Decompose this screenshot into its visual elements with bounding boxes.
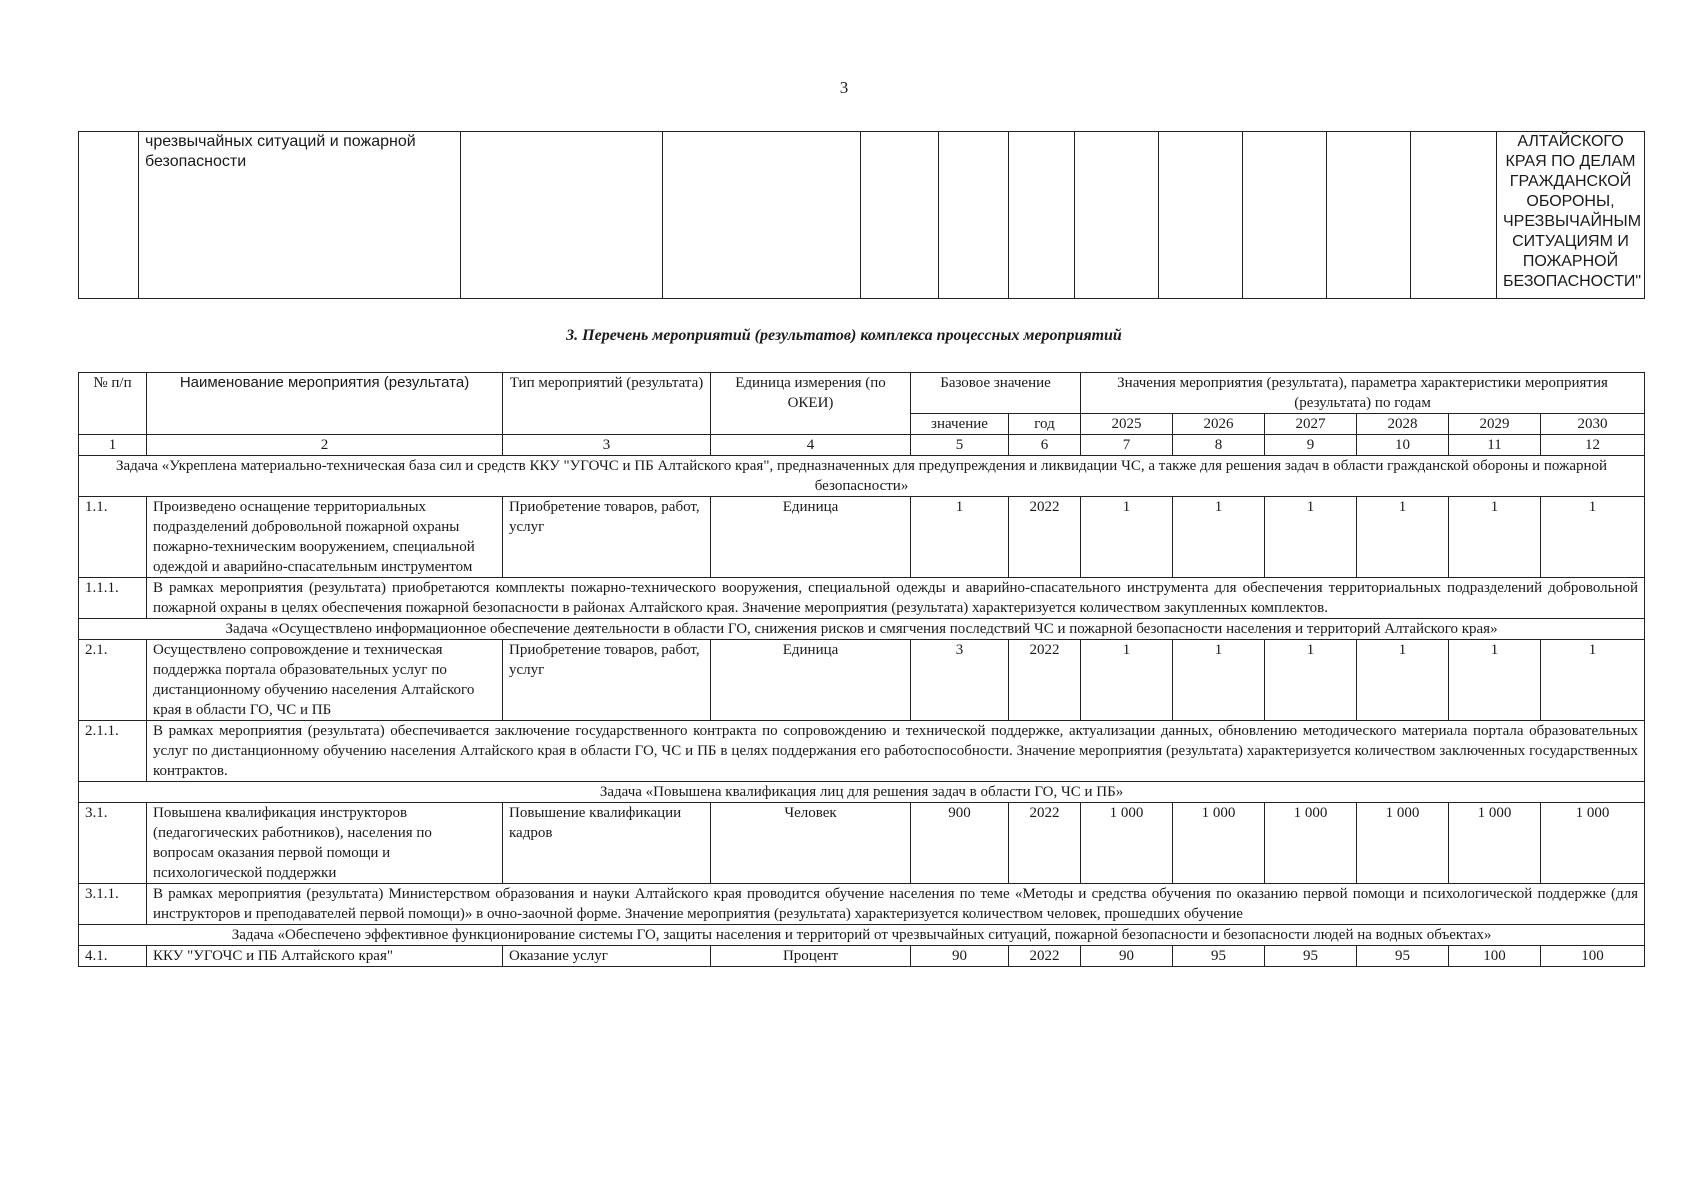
year-value: 1 xyxy=(1265,497,1357,578)
measures-table xyxy=(78,372,1645,967)
year-value: 1 xyxy=(1541,497,1645,578)
measure-type: Повышение квалификации кадров xyxy=(503,803,711,884)
year-value: 1 000 xyxy=(1541,803,1645,884)
year-value: 1 xyxy=(1357,640,1449,721)
desc-num: 2.1.1. xyxy=(79,721,147,782)
col-number: 3 xyxy=(503,435,711,456)
base-value: 1 xyxy=(911,497,1009,578)
year-value: 1 xyxy=(1357,497,1449,578)
header-year: 2029 xyxy=(1449,414,1541,435)
col-number: 4 xyxy=(711,435,911,456)
measure-name: Повышена квалификация инструкторов (педагогических работников), населения по вопросам оказания первой помощи и психологической поддержки xyxy=(147,803,503,884)
base-value: 90 xyxy=(911,946,1009,967)
measure-name: ККУ "УГОЧС и ПБ Алтайского края" xyxy=(147,946,503,967)
header-name: Наименование мероприятия (результата) xyxy=(147,373,503,435)
section-title: 3. Перечень мероприятий (результатов) комплекса процессных мероприятий xyxy=(566,327,1122,344)
col-number: 11 xyxy=(1449,435,1541,456)
header-base: Базовое значение xyxy=(911,373,1081,414)
header-base-year: год xyxy=(1009,414,1081,435)
col-number: 7 xyxy=(1081,435,1173,456)
header-type: Тип мероприятий (результата) xyxy=(503,373,711,435)
year-value: 100 xyxy=(1541,946,1645,967)
col-number: 6 xyxy=(1009,435,1081,456)
header-year: 2026 xyxy=(1173,414,1265,435)
task-title: Задача «Осуществлено информационное обеспечение деятельности в области ГО, снижения рисков и смягчения последствий ЧС и пожарной безопасности населения и территорий Алтайского края» xyxy=(79,619,1645,640)
header-num: № п/п xyxy=(79,373,147,435)
measure-name: Произведено оснащение территориальных подразделений добровольной пожарной охраны пожарно-техническим вооружением, специальной одеждой и аварийно-спасательным инструментом xyxy=(147,497,503,578)
base-value: 900 xyxy=(911,803,1009,884)
header-year: 2025 xyxy=(1081,414,1173,435)
header-values-by-year: Значения мероприятия (результата), параметра характеристики мероприятия (результата) по годам xyxy=(1081,373,1645,414)
col-number: 1 xyxy=(79,435,147,456)
col-number: 9 xyxy=(1265,435,1357,456)
continuation-left-text: чрезвычайных ситуаций и пожарной безопасности xyxy=(139,132,461,299)
base-year: 2022 xyxy=(1009,803,1081,884)
row-num: 4.1. xyxy=(79,946,147,967)
year-value: 1 000 xyxy=(1265,803,1357,884)
measure-unit: Человек xyxy=(711,803,911,884)
header-year: 2030 xyxy=(1541,414,1645,435)
year-value: 90 xyxy=(1081,946,1173,967)
year-value: 1 000 xyxy=(1357,803,1449,884)
year-value: 95 xyxy=(1265,946,1357,967)
year-value: 100 xyxy=(1449,946,1541,967)
year-value: 95 xyxy=(1173,946,1265,967)
year-value: 1 xyxy=(1173,497,1265,578)
header-base-value: значение xyxy=(911,414,1009,435)
task-title: Задача «Повышена квалификация лиц для решения задач в области ГО, ЧС и ПБ» xyxy=(79,782,1645,803)
row-num: 1.1. xyxy=(79,497,147,578)
year-value: 1 xyxy=(1449,497,1541,578)
year-value: 1 xyxy=(1265,640,1357,721)
header-unit: Единица измерения (по ОКЕИ) xyxy=(711,373,911,435)
base-year: 2022 xyxy=(1009,640,1081,721)
measure-unit: Единица xyxy=(711,497,911,578)
page-number: 3 xyxy=(839,78,849,97)
header-year: 2028 xyxy=(1357,414,1449,435)
measure-type: Приобретение товаров, работ, услуг xyxy=(503,640,711,721)
base-value: 3 xyxy=(911,640,1009,721)
measure-type: Приобретение товаров, работ, услуг xyxy=(503,497,711,578)
measure-description: В рамках мероприятия (результата) приобретаются комплекты пожарно-технического вооружения, специальной одежды и аварийно-спасательного инструмента для обеспечения территориальных подразделений добровольной пожарной охраны в целях обеспечения пожарной безопасности в районах Алтайского края. Значение мероприятия (результата) характеризуется количеством закупленных комплектов. xyxy=(147,578,1645,619)
year-value: 1 000 xyxy=(1081,803,1173,884)
base-year: 2022 xyxy=(1009,946,1081,967)
col-number: 2 xyxy=(147,435,503,456)
col-number: 12 xyxy=(1541,435,1645,456)
task-title: Задача «Обеспечено эффективное функционирование системы ГО, защиты населения и территорий от чрезвычайных ситуаций, пожарной безопасности и безопасности людей на водных объектах» xyxy=(79,925,1645,946)
desc-num: 1.1.1. xyxy=(79,578,147,619)
row-num: 3.1. xyxy=(79,803,147,884)
measure-description: В рамках мероприятия (результата) Министерством образования и науки Алтайского края проводится обучение населения по теме «Методы и средства обучения по оказанию первой помощи и психологической поддержке (для инструкторов и преподавателей первой помощи)» в очно-заочной форме. Значение мероприятия (результата) характеризуется количеством человек, прошедших обучение xyxy=(147,884,1645,925)
measure-description: В рамках мероприятия (результата) обеспечивается заключение государственного контракта по сопровождению и технической поддержке, актуализации данных, обновлению методического материала портала образовательных услуг по дистанционному обучению населения Алтайского края в области ГО, ЧС и ПБ в целях поддержания его работоспособности. Значение мероприятия (результата) характеризуется количеством заключенных государственных контрактов. xyxy=(147,721,1645,782)
year-value: 1 xyxy=(1081,497,1173,578)
year-value: 1 xyxy=(1541,640,1645,721)
year-value: 1 xyxy=(1173,640,1265,721)
measure-unit: Единица xyxy=(711,640,911,721)
col-number: 8 xyxy=(1173,435,1265,456)
task-title: Задача «Укреплена материально-техническая база сил и средств ККУ "УГОЧС и ПБ Алтайского края", предназначенных для предупреждения и ликвидации ЧС, а также для решения задач в области гражданской обороны и пожарной безопасности» xyxy=(79,456,1645,497)
desc-num: 3.1.1. xyxy=(79,884,147,925)
measure-type: Оказание услуг xyxy=(503,946,711,967)
measure-name: Осуществлено сопровождение и техническая поддержка портала образовательных услуг по дистанционному обучению населения Алтайского края в области ГО, ЧС и ПБ xyxy=(147,640,503,721)
year-value: 1 xyxy=(1449,640,1541,721)
year-value: 95 xyxy=(1357,946,1449,967)
year-value: 1 000 xyxy=(1173,803,1265,884)
row-num: 2.1. xyxy=(79,640,147,721)
measure-unit: Процент xyxy=(711,946,911,967)
header-year: 2027 xyxy=(1265,414,1357,435)
col-number: 10 xyxy=(1357,435,1449,456)
year-value: 1 000 xyxy=(1449,803,1541,884)
continuation-table xyxy=(78,131,1645,299)
base-year: 2022 xyxy=(1009,497,1081,578)
continuation-right-text: АЛТАЙСКОГО КРАЯ ПО ДЕЛАМ ГРАЖДАНСКОЙ ОБОРОНЫ, ЧРЕЗВЫЧАЙНЫМ СИТУАЦИЯМ И ПОЖАРНОЙ БЕЗОПАСНОСТИ" xyxy=(1497,132,1645,299)
year-value: 1 xyxy=(1081,640,1173,721)
col-number: 5 xyxy=(911,435,1009,456)
